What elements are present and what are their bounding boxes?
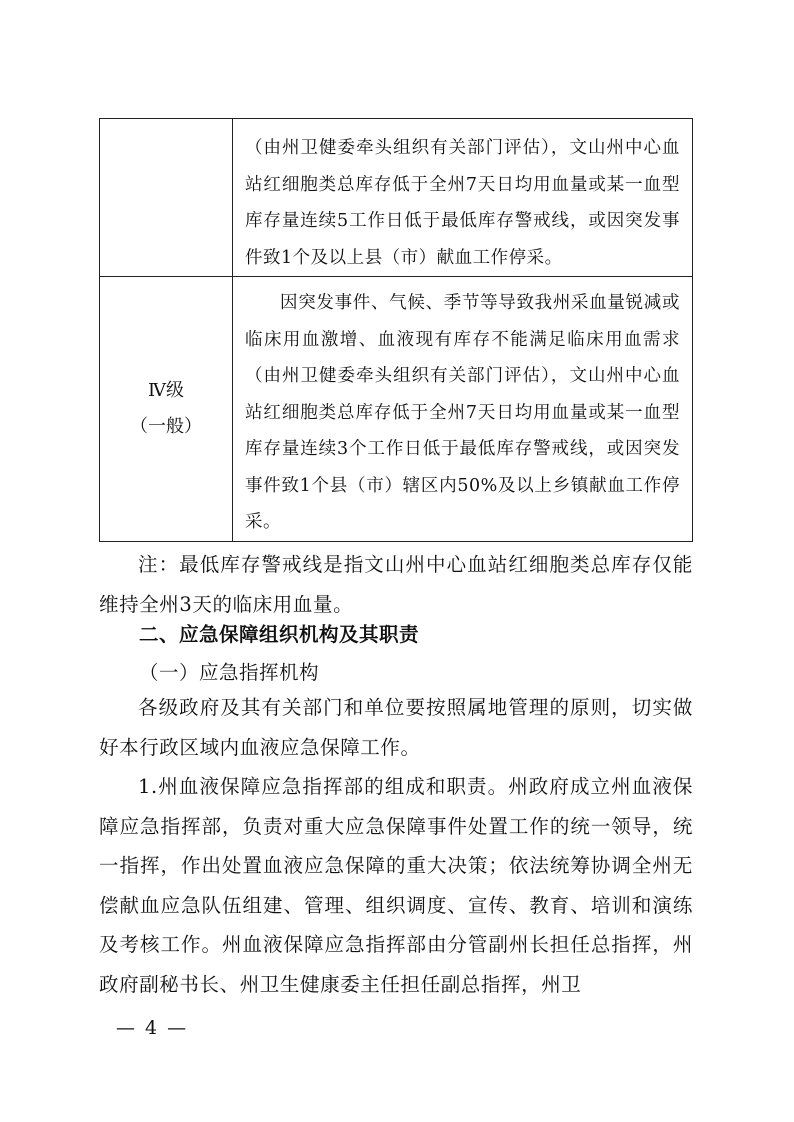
- description-cell: [233, 119, 693, 277]
- table-row: [100, 277, 693, 542]
- paragraph: [99, 767, 693, 1004]
- level-severity: （一般）: [130, 415, 202, 437]
- emergency-level-table: [99, 118, 693, 542]
- level-label: Ⅳ级: [148, 379, 184, 401]
- paragraph: [99, 688, 693, 767]
- section-heading: 二、应急保障组织机构及其职责: [139, 623, 420, 646]
- level-cell: [100, 119, 233, 277]
- level-cell: [100, 277, 233, 542]
- description-cell: [233, 277, 693, 542]
- level-description: 因突发事件、气候、季节等导致我州采血量锐减或临床用血激增、血液现有库存不能满足临床用血需求（由州卫健委牵头组织有关部门评估），文山州中心血站红细胞类总库存低于全州7天日均用血量或某一血型库存量连续3个工作日低于最低库存警戒线，或因突发事件致1个县（市）辖区内50%及以上乡镇献血工作停采。: [245, 293, 680, 532]
- page-number: — 4 —: [116, 1017, 189, 1039]
- subsection-heading: （一）应急指挥机构: [139, 661, 320, 684]
- table-row: [100, 119, 693, 277]
- paragraph-text: 1.州血液保障应急指挥部的组成和职责。州政府成立州血液保障应急指挥部，负责对重大应急保障事件处置工作的统一领导，统一指挥，作出处置血液应急保障的重大决策；依法统筹协调全州无偿献血应急队伍组建、管理、组织调度、宣传、教育、培训和演练及考核工作。州血液保障应急指挥部由分管副州长担任总指挥，州政府副秘书长、州卫生健康委主任担任副总指挥，州卫: [99, 775, 693, 996]
- level-description: （由州卫健委牵头组织有关部门评估），文山州中心血站红细胞类总库存低于全州7天日均用血量或某一血型库存量连续5工作日低于最低库存警戒线，或因突发事件致1个及以上县（市）献血工作停采。: [245, 138, 680, 268]
- paragraph-text: 各级政府及其有关部门和单位要按照属地管理的原则，切实做好本行政区域内血液应急保障工作。: [99, 696, 693, 759]
- table-note: [99, 545, 693, 624]
- note-text: 注：最低库存警戒线是指文山州中心血站红细胞类总库存仅能维持全州3天的临床用血量。: [99, 553, 693, 616]
